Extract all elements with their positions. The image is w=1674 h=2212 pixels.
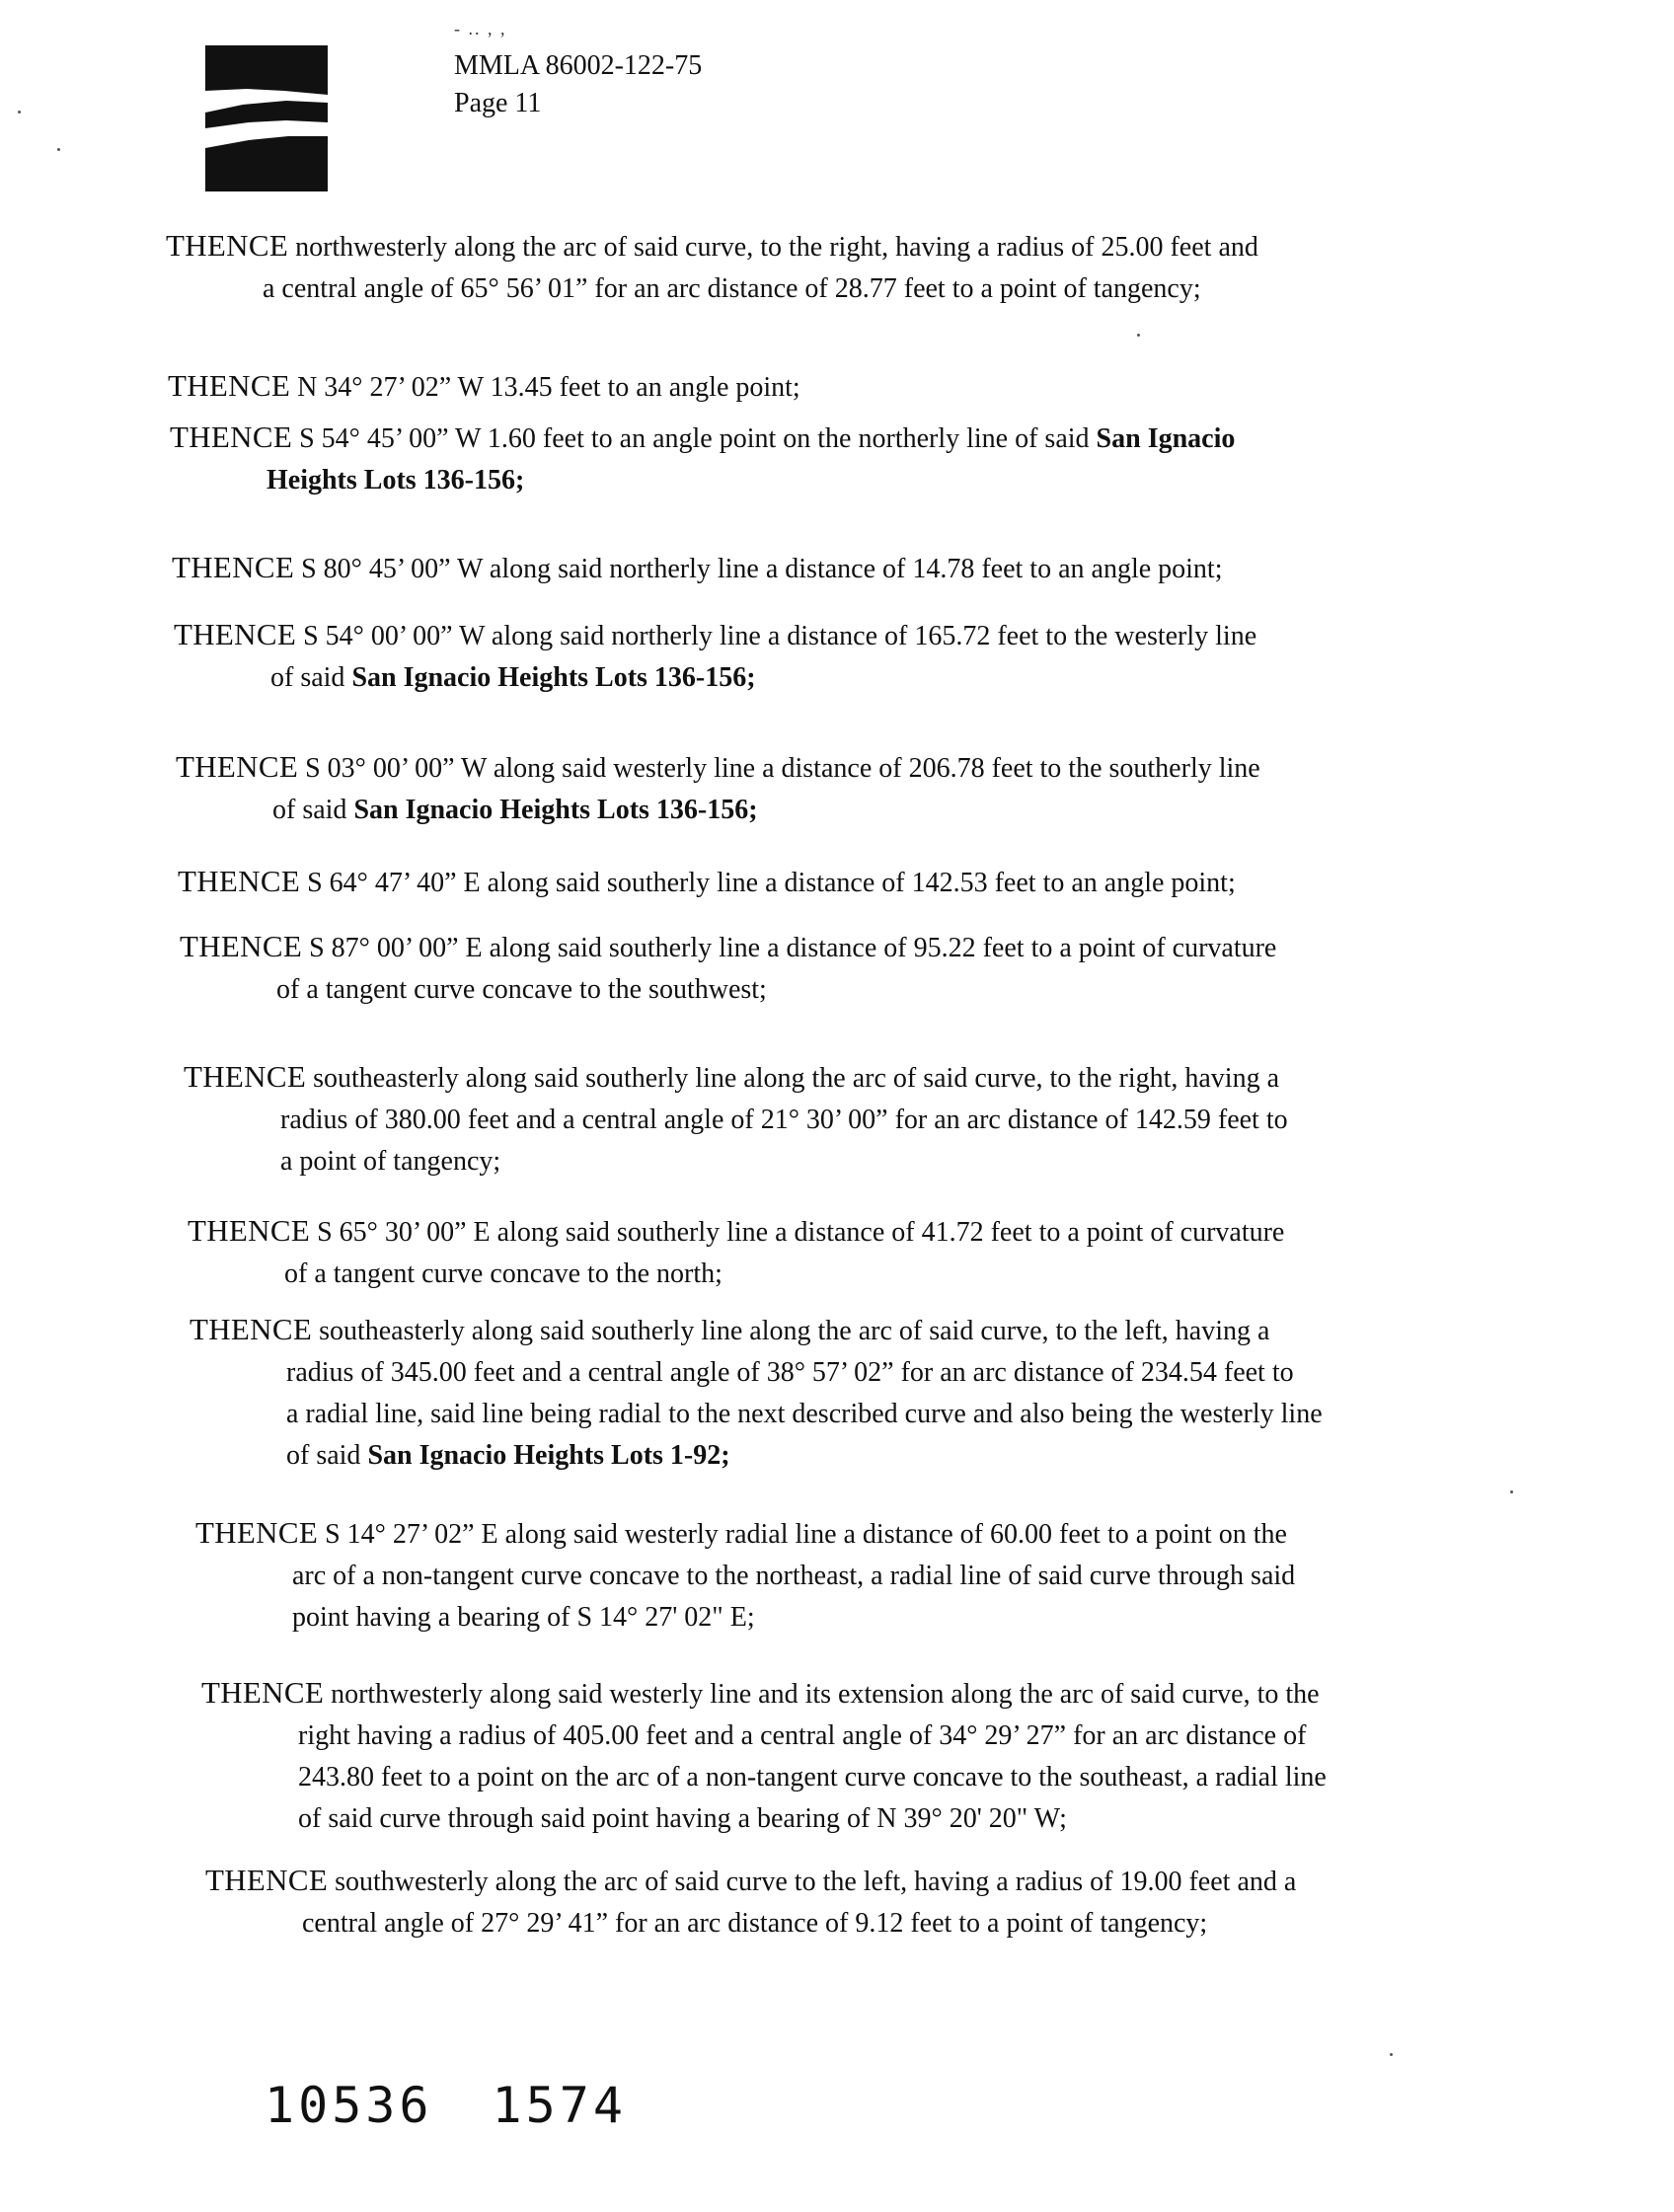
line-text: S 54° 45’ 00” W 1.60 feet to an angle point on the northerly line of said (292, 423, 1097, 454)
thence-keyword: THENCE (166, 228, 289, 263)
thence-keyword: THENCE (174, 617, 297, 651)
line-text: a radial line, said line being radial to the next described curve and also being the westerly line (286, 1399, 1323, 1429)
legal-description-paragraph (170, 417, 1463, 501)
paragraph-line (190, 1352, 1483, 1394)
scan-speck (1390, 2053, 1393, 2056)
header-mark: - .. , , (454, 19, 507, 38)
line-text: of a tangent curve concave to the north; (284, 1259, 723, 1289)
legal-description-paragraph (201, 1672, 1494, 1840)
paragraph-line (205, 1860, 1498, 1903)
thence-keyword: THENCE (184, 1059, 307, 1094)
line-text: a central angle of 65° 56’ 01” for an arc distance of 28.77 feet to a point of tangency; (263, 273, 1201, 304)
subdivision-name: San Ignacio Heights Lots 136-156; (351, 662, 756, 693)
line-text: of said curve through said point having a bearing of N 39° 20' 20" W; (298, 1803, 1067, 1834)
legal-description-paragraph (172, 547, 1465, 590)
document-number: MMLA 86002-122-75 (454, 50, 703, 81)
thence-keyword: THENCE (172, 550, 295, 584)
paragraph-line (201, 1757, 1494, 1798)
line-text: of said (270, 662, 352, 693)
recording-stamp (265, 2077, 627, 2134)
paragraph-line (184, 1056, 1477, 1100)
scan-speck (18, 111, 21, 114)
line-text: radius of 345.00 feet and a central angle of 38° 57’ 02” for an arc distance of 234.54 feet to (286, 1357, 1294, 1388)
paragraph-line (190, 1435, 1483, 1477)
thence-keyword: THENCE (190, 1312, 313, 1346)
line-text: southeasterly along said southerly line along the arc of said curve, to the left, having a (312, 1316, 1270, 1346)
subdivision-name: San Ignacio (1096, 423, 1236, 454)
line-text: right having a radius of 405.00 feet and a central angle of 34° 29’ 27” for an arc distance of (298, 1720, 1307, 1751)
line-text: of said (272, 795, 354, 825)
subdivision-name: San Ignacio Heights Lots 1-92; (367, 1440, 730, 1471)
paragraph-line (168, 365, 1461, 409)
line-text: radius of 380.00 feet and a central angle of 21° 30’ 00” for an arc distance of 142.59 feet to (280, 1105, 1288, 1135)
legal-description-paragraph (184, 1056, 1477, 1182)
subdivision-name: San Ignacio Heights Lots 136-156; (353, 795, 758, 825)
line-text: of said (286, 1440, 368, 1471)
scan-speck (1137, 334, 1140, 337)
paragraph-line (205, 1903, 1498, 1945)
legal-description-paragraph (176, 746, 1469, 831)
legal-description-paragraph (205, 1860, 1498, 1945)
line-text: southwesterly along the arc of said curve to the left, having a radius of 19.00 feet and a (328, 1867, 1297, 1897)
line-text: central angle of 27° 29’ 41” for an arc distance of 9.12 feet to a point of tangency; (302, 1908, 1208, 1939)
line-text: northwesterly along said westerly line and its extension along the arc of said curve, to the (324, 1679, 1320, 1710)
book-number: 10536 (265, 2077, 433, 2134)
thence-keyword: THENCE (178, 864, 301, 898)
paragraph-line (166, 225, 1459, 268)
thence-keyword: THENCE (168, 368, 291, 403)
page-number-stamp: 1574 (492, 2077, 627, 2134)
paragraph-line (195, 1512, 1488, 1556)
thence-keyword: THENCE (195, 1515, 319, 1550)
legal-description-paragraph (168, 365, 1461, 409)
line-text: a point of tangency; (280, 1146, 501, 1177)
line-text: S 80° 45’ 00” W along said northerly line a distance of 14.78 feet to an angle point; (294, 554, 1223, 584)
subdivision-name: Heights Lots 136-156; (266, 465, 525, 496)
line-text: N 34° 27’ 02” W 13.45 feet to an angle point; (290, 372, 800, 403)
line-text: northwesterly along the arc of said curve, to the right, having a radius of 25.00 feet and (288, 232, 1258, 263)
paragraph-line (170, 417, 1463, 460)
paragraph-line (180, 969, 1473, 1011)
line-text: southeasterly along said southerly line along the arc of said curve, to the right, having a (306, 1063, 1280, 1094)
line-text: point having a bearing of S 14° 27' 02" E; (292, 1602, 755, 1633)
thence-keyword: THENCE (205, 1863, 329, 1897)
line-text: 243.80 feet to a point on the arc of a non-tangent curve concave to the southeast, a radial line (298, 1762, 1327, 1792)
thence-keyword: THENCE (176, 749, 299, 784)
paragraph-line (176, 746, 1469, 790)
legal-description-paragraph (180, 926, 1473, 1011)
paragraph-line (174, 614, 1467, 657)
paragraph-line (180, 926, 1473, 969)
legal-description-paragraph (178, 861, 1471, 904)
legal-description-paragraph (188, 1210, 1481, 1295)
thence-keyword: THENCE (170, 420, 293, 454)
line-text: S 64° 47’ 40” E along said southerly line a distance of 142.53 feet to an angle point; (300, 868, 1236, 898)
line-text: arc of a non-tangent curve concave to the northeast, a radial line of said curve through said (292, 1561, 1296, 1591)
paragraph-line (201, 1716, 1494, 1757)
scan-speck (57, 148, 60, 151)
paragraph-line (188, 1210, 1481, 1254)
paragraph-line (195, 1597, 1488, 1639)
paragraph-line (184, 1100, 1477, 1141)
line-text: S 65° 30’ 00” E along said southerly line a distance of 41.72 feet to a point of curvature (310, 1217, 1285, 1248)
paragraph-line (201, 1672, 1494, 1716)
paragraph-line (166, 268, 1459, 310)
thence-keyword: THENCE (201, 1675, 325, 1710)
legal-description-paragraph (190, 1309, 1483, 1477)
scan-speck (1510, 1490, 1513, 1493)
legal-description-paragraph (166, 225, 1459, 310)
page-number: Page 11 (454, 88, 542, 118)
thence-keyword: THENCE (180, 929, 303, 963)
legal-description-paragraph (195, 1512, 1488, 1639)
paragraph-line (174, 657, 1467, 699)
paragraph-line (176, 790, 1469, 831)
paragraph-line (178, 861, 1471, 904)
paragraph-line (195, 1556, 1488, 1597)
paragraph-line (190, 1394, 1483, 1435)
legal-description-paragraph (174, 614, 1467, 699)
line-text: S 87° 00’ 00” E along said southerly line a distance of 95.22 feet to a point of curvature (302, 933, 1277, 963)
paragraph-line (172, 547, 1465, 590)
paragraph-line (188, 1254, 1481, 1295)
line-text: S 03° 00’ 00” W along said westerly line a distance of 206.78 feet to the southerly line (298, 753, 1260, 784)
paragraph-line (201, 1798, 1494, 1840)
line-text: S 14° 27’ 02” E along said westerly radial line a distance of 60.00 feet to a point on the (318, 1519, 1287, 1550)
paragraph-line (170, 460, 1463, 501)
paragraph-line (184, 1141, 1477, 1182)
line-text: S 54° 00’ 00” W along said northerly line a distance of 165.72 feet to the westerly line (296, 621, 1257, 651)
line-text: of a tangent curve concave to the southwest; (276, 974, 767, 1005)
thence-keyword: THENCE (188, 1213, 311, 1248)
paragraph-line (190, 1309, 1483, 1352)
